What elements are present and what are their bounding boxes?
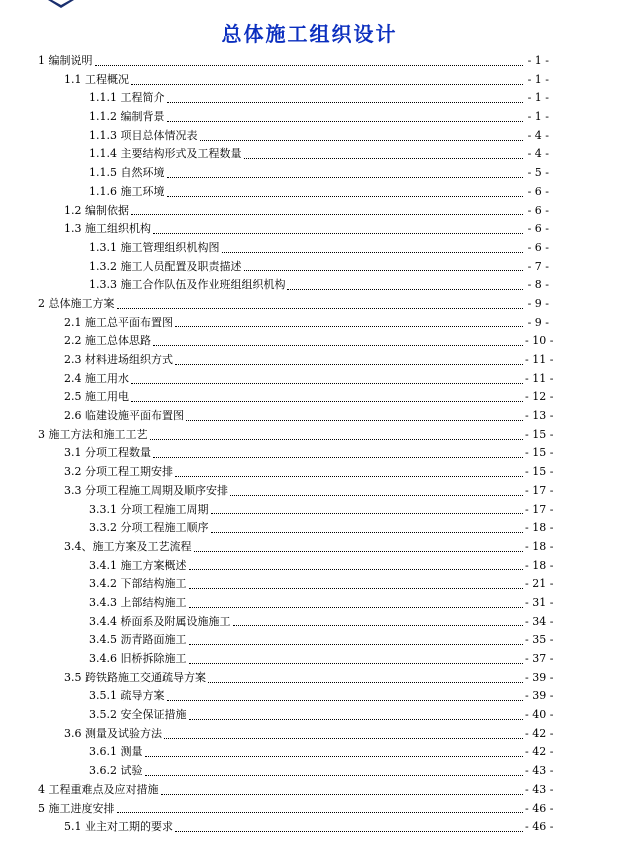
toc-entry[interactable] <box>0 538 619 557</box>
toc-leader-dots <box>222 251 524 253</box>
toc-entry-page-number: - 6 - <box>527 222 549 236</box>
toc-entry-page-number: - 21 - <box>525 577 554 591</box>
toc-leader-dots <box>186 419 523 421</box>
toc-entry-page-number: - 46 - <box>525 820 554 834</box>
toc-leader-dots <box>153 232 523 234</box>
toc-entry-label: 3 施工方法和施工工艺 <box>38 427 148 441</box>
toc-entry[interactable] <box>0 239 619 258</box>
toc-entry[interactable] <box>0 127 619 146</box>
toc-entry-label: 3.2 分项工程工期安排 <box>64 465 173 479</box>
toc-entry-label: 1.3.3 施工合作队伍及作业班组组织机构 <box>89 278 286 292</box>
toc-entry-page-number: - 35 - <box>525 633 554 647</box>
toc-entry[interactable] <box>0 519 619 538</box>
toc-entry[interactable] <box>0 575 619 594</box>
toc-leader-dots <box>167 120 524 122</box>
toc-entry[interactable] <box>0 89 619 108</box>
toc-leader-dots <box>211 531 524 533</box>
toc-entry-page-number: - 39 - <box>525 670 554 684</box>
toc-entry[interactable] <box>0 332 619 351</box>
toc-entry-page-number: - 4 - <box>527 147 549 161</box>
toc-entry-page-number: - 8 - <box>527 278 549 292</box>
toc-leader-dots <box>145 755 524 757</box>
toc-entry[interactable] <box>0 164 619 183</box>
toc-leader-dots <box>167 101 524 103</box>
toc-entry[interactable] <box>0 800 619 819</box>
toc-leader-dots <box>189 606 524 608</box>
toc-entry-label: 2 总体施工方案 <box>38 296 115 310</box>
toc-leader-dots <box>189 568 524 570</box>
toc-entry-page-number: - 13 - <box>525 409 554 423</box>
toc-leader-dots <box>164 737 523 739</box>
toc-entry-label: 4 工程重难点及应对措施 <box>38 782 159 796</box>
toc-leader-dots <box>161 793 524 795</box>
toc-entry-label: 3.5.1 疏导方案 <box>89 689 165 703</box>
logo-mark-icon <box>46 0 76 9</box>
toc-entry[interactable] <box>0 220 619 239</box>
toc-entry-page-number: - 18 - <box>525 539 554 553</box>
toc-entry[interactable] <box>0 71 619 90</box>
toc-entry[interactable] <box>0 594 619 613</box>
toc-leader-dots <box>175 325 523 327</box>
toc-entry-page-number: - 37 - <box>525 652 554 665</box>
toc-entry[interactable] <box>0 818 619 837</box>
toc-entry-label: 2.5 施工用电 <box>64 390 129 404</box>
toc-entry-label: 3.4.3 上部结构施工 <box>89 595 187 609</box>
toc-entry-label: 2.6 临建设施平面布置图 <box>64 409 184 423</box>
toc-leader-dots <box>153 456 523 458</box>
toc-leader-dots <box>150 438 524 440</box>
toc-leader-dots <box>117 307 524 309</box>
toc-entry-page-number: - 43 - <box>525 782 554 796</box>
toc-entry[interactable] <box>0 669 619 688</box>
toc-entry-label: 1.1.2 编制背景 <box>89 110 165 124</box>
toc-leader-dots <box>287 288 523 290</box>
toc-entry-page-number: - 18 - <box>525 558 554 572</box>
toc-entry-label: 3.4.1 施工方案概述 <box>89 558 187 572</box>
toc-leader-dots <box>200 139 524 141</box>
toc-entry-label: 3.4.4 桥面系及附属设施施工 <box>89 614 231 628</box>
toc-entry-label: 1.1.5 自然环境 <box>89 166 165 180</box>
toc-entry-page-number: - 1 - <box>527 110 549 124</box>
toc-leader-dots <box>175 475 523 477</box>
toc-entry-label: 1.1.3 项目总体情况表 <box>89 128 198 142</box>
toc-entry-label: 5 施工进度安排 <box>38 801 115 815</box>
toc-entry-page-number: - 17 - <box>525 483 554 497</box>
toc-leader-dots <box>117 811 524 813</box>
toc-leader-dots <box>131 83 523 85</box>
toc-entry-page-number: - 11 - <box>525 371 554 385</box>
toc-leader-dots <box>230 494 523 496</box>
toc-entry-page-number: - 46 - <box>525 801 554 815</box>
toc-leader-dots <box>194 550 524 552</box>
toc-entry[interactable] <box>0 108 619 127</box>
document-title: 总体施工组织设计 <box>221 22 398 46</box>
toc-entry[interactable] <box>0 725 619 744</box>
toc-entry-page-number: - 6 - <box>527 203 549 217</box>
toc-entry-label: 1.3 施工组织机构 <box>64 222 151 236</box>
toc-entry-label: 2.2 施工总体思路 <box>64 334 151 348</box>
toc-leader-dots <box>189 662 524 664</box>
toc-entry[interactable] <box>0 631 619 650</box>
toc-entry-label: 2.1 施工总平面布置图 <box>64 315 173 329</box>
toc-entry[interactable] <box>0 687 619 706</box>
toc-entry-page-number: - 4 - <box>527 128 549 142</box>
toc-entry-label: 3.6.2 试验 <box>89 764 143 778</box>
toc-entry[interactable] <box>0 463 619 482</box>
toc-entry-label: 3.5.2 安全保证措施 <box>89 708 187 722</box>
toc-entry[interactable] <box>0 202 619 221</box>
toc-entry[interactable] <box>0 258 619 277</box>
toc-entry-label: 1.3.2 施工人员配置及职责描述 <box>89 259 242 273</box>
toc-entry-label: 3.1 分项工程数量 <box>64 446 151 460</box>
toc-entry[interactable] <box>0 426 619 445</box>
toc-entry-label: 3.3 分项工程施工周期及顺序安排 <box>64 483 228 497</box>
toc-entry-page-number: - 39 - <box>525 689 554 703</box>
toc-entry-label: 3.4.5 沥青路面施工 <box>89 633 187 647</box>
toc-entry-page-number: - 43 - <box>525 764 554 778</box>
toc-leader-dots <box>189 718 524 720</box>
toc-leader-dots <box>175 363 523 365</box>
toc-entry[interactable] <box>0 314 619 333</box>
toc-entry-page-number: - 1 - <box>527 54 549 67</box>
toc-entry-page-number: - 9 - <box>527 315 549 329</box>
toc-leader-dots <box>189 587 524 589</box>
toc-leader-dots <box>131 400 523 402</box>
toc-leader-dots <box>175 830 523 832</box>
toc-entry-page-number: - 11 - <box>525 353 554 366</box>
toc-entry-label: 1 编制说明 <box>38 54 93 67</box>
toc-entry-page-number: - 17 - <box>525 502 554 516</box>
toc-entry[interactable] <box>0 52 619 71</box>
toc-entry-page-number: - 12 - <box>525 390 554 404</box>
toc-leader-dots <box>244 157 524 159</box>
toc-entry-page-number: - 1 - <box>527 72 549 86</box>
toc-entry[interactable] <box>0 295 619 314</box>
toc-entry-label: 1.1.4 主要结构形式及工程数量 <box>89 147 242 161</box>
toc-entry-label: 3.5 跨铁路施工交通疏导方案 <box>64 670 206 684</box>
toc-entry[interactable] <box>0 407 619 426</box>
toc-leader-dots <box>244 269 524 271</box>
toc-leader-dots <box>131 382 523 384</box>
table-of-contents <box>0 52 619 837</box>
toc-entry[interactable] <box>0 762 619 781</box>
toc-entry-page-number: - 31 - <box>525 595 554 609</box>
toc-entry-page-number: - 15 - <box>525 427 554 441</box>
toc-entry-page-number: - 40 - <box>525 708 554 722</box>
toc-entry-label: 3.4.6 旧桥拆除施工 <box>89 652 187 665</box>
toc-leader-dots <box>208 681 523 683</box>
toc-leader-dots <box>167 195 524 197</box>
toc-entry-label: 1.1.1 工程简介 <box>89 91 165 105</box>
toc-entry[interactable] <box>0 706 619 725</box>
toc-leader-dots <box>95 64 524 66</box>
toc-entry-label: 5.1 业主对工期的要求 <box>64 820 173 834</box>
toc-entry-label: 2.3 材料进场组织方式 <box>64 353 173 366</box>
toc-entry-page-number: - 7 - <box>527 259 549 273</box>
toc-leader-dots <box>167 699 524 701</box>
toc-entry-label: 1.3.1 施工管理组织机构图 <box>89 240 220 254</box>
toc-entry-page-number: - 15 - <box>525 465 554 479</box>
toc-entry[interactable] <box>0 351 619 370</box>
toc-entry-label: 3.4.2 下部结构施工 <box>89 577 187 591</box>
toc-entry-page-number: - 1 - <box>527 91 549 105</box>
toc-entry-page-number: - 6 - <box>527 240 549 254</box>
toc-entry-label: 3.6.1 测量 <box>89 745 143 759</box>
toc-entry-page-number: - 42 - <box>525 745 554 759</box>
toc-entry-page-number: - 34 - <box>525 614 554 628</box>
toc-entry-page-number: - 18 - <box>525 521 554 535</box>
toc-leader-dots <box>167 176 524 178</box>
toc-entry[interactable] <box>0 557 619 576</box>
toc-entry[interactable] <box>0 482 619 501</box>
toc-leader-dots <box>131 213 523 215</box>
toc-entry-page-number: - 9 - <box>527 296 549 310</box>
toc-leader-dots <box>145 774 524 776</box>
toc-entry[interactable] <box>0 501 619 520</box>
toc-entry[interactable] <box>0 781 619 800</box>
toc-entry-label: 1.2 编制依据 <box>64 203 129 217</box>
toc-entry-label: 3.6 测量及试验方法 <box>64 726 162 740</box>
toc-entry[interactable] <box>0 370 619 389</box>
toc-entry[interactable] <box>0 183 619 202</box>
toc-entry[interactable] <box>0 650 619 669</box>
toc-entry[interactable] <box>0 444 619 463</box>
toc-entry[interactable] <box>0 613 619 632</box>
toc-entry-label: 1.1.6 施工环境 <box>89 184 165 198</box>
toc-entry-label: 3.4、施工方案及工艺流程 <box>64 539 192 553</box>
toc-entry-page-number: - 42 - <box>525 726 554 740</box>
toc-entry-page-number: - 5 - <box>527 166 549 180</box>
toc-entry-page-number: - 6 - <box>527 184 549 198</box>
toc-entry-label: 3.3.2 分项工程施工顺序 <box>89 521 209 535</box>
toc-entry-label: 1.1 工程概况 <box>64 72 129 86</box>
toc-leader-dots <box>153 344 523 346</box>
toc-leader-dots <box>189 643 524 645</box>
toc-entry[interactable] <box>0 145 619 164</box>
toc-entry-page-number: - 15 - <box>525 446 554 460</box>
toc-entry-label: 2.4 施工用水 <box>64 371 129 385</box>
toc-leader-dots <box>211 512 524 514</box>
toc-entry[interactable] <box>0 276 619 295</box>
toc-entry[interactable] <box>0 743 619 762</box>
toc-leader-dots <box>233 624 524 626</box>
toc-entry-page-number: - 10 - <box>525 334 554 348</box>
toc-entry-label: 3.3.1 分项工程施工周期 <box>89 502 209 516</box>
toc-entry[interactable] <box>0 388 619 407</box>
